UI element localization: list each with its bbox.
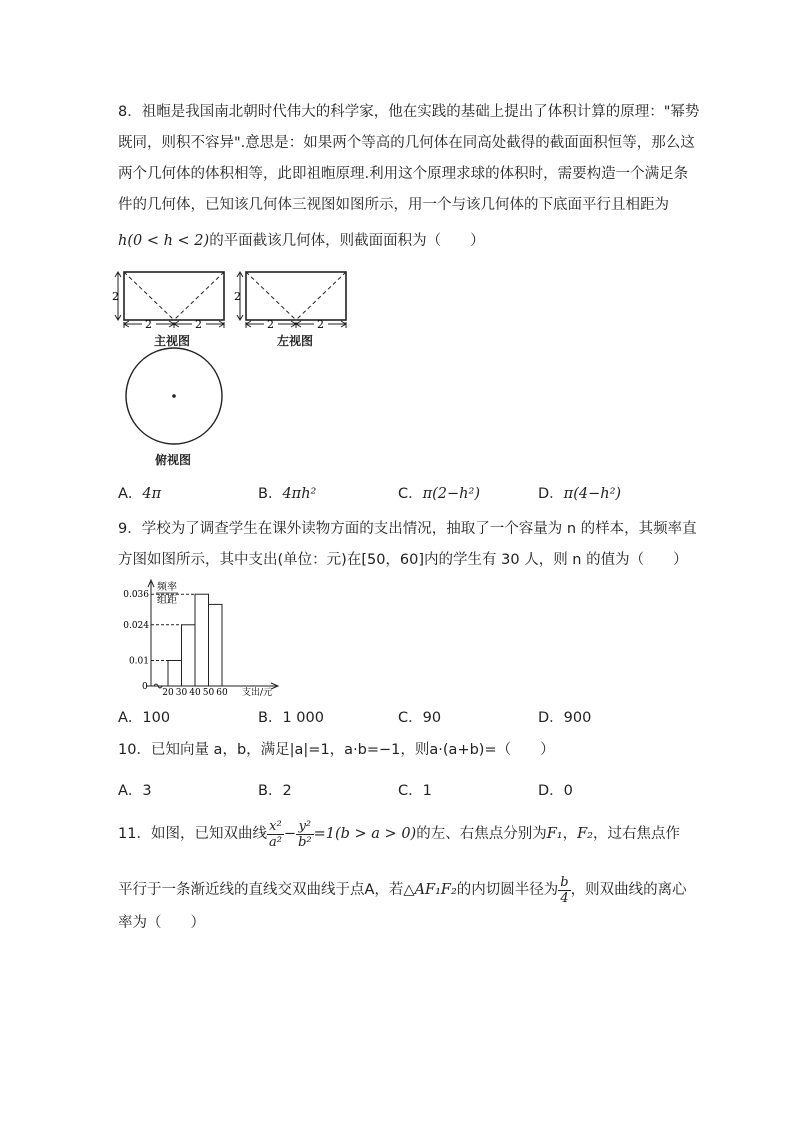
fraction-denominator: 4 xyxy=(560,890,569,906)
q9-option-c[interactable] xyxy=(398,706,441,727)
histogram-bar xyxy=(209,604,223,686)
q8-line-2: 既同，则积不容异".意思是：如果两个等高的几何体在同高处截得的截面面积恒等，那么这 xyxy=(118,135,695,151)
x-tick-label: 30 xyxy=(175,688,188,698)
fraction-x2-a2 xyxy=(267,819,284,850)
q9-line-2: 方图如图所示，其中支出(单位：元)在[50，60]内的学生有 30 人，则 n 的值为（ ） xyxy=(118,552,688,568)
y-tick-label: 0.036 xyxy=(123,590,149,601)
option-value: π(2−h²) xyxy=(422,486,480,502)
option-value: 1 000 xyxy=(282,710,324,726)
y-tick-label: 0.01 xyxy=(128,656,149,667)
q11-line-2-b: 的内切圆半径为 xyxy=(456,882,559,898)
q11-line-3: 率为（ ） xyxy=(118,915,205,931)
front-view-height-label: 2 xyxy=(112,290,119,303)
q11-prefix: 11．如图，已知双曲线 xyxy=(118,826,267,842)
histogram-bar xyxy=(195,594,209,686)
focus-f1: F₁ xyxy=(546,826,563,842)
option-value: 1 xyxy=(422,783,432,799)
fraction-numerator: y² xyxy=(296,819,314,835)
q8-option-b[interactable] xyxy=(258,482,316,503)
x-tick-label: 40 xyxy=(189,688,201,698)
q10-option-c[interactable] xyxy=(398,779,432,800)
option-value: 900 xyxy=(563,710,592,726)
option-label: A． xyxy=(118,783,143,799)
fraction-y2-b2 xyxy=(296,819,314,850)
q10-option-b[interactable] xyxy=(258,779,292,800)
q9-option-b[interactable] xyxy=(258,706,324,727)
q8-line-5 xyxy=(118,231,485,251)
option-label: D． xyxy=(538,710,564,726)
option-label: A． xyxy=(118,710,143,726)
q8-line-5-text: 的平面截该几何体，则截面面积为（ ） xyxy=(209,233,485,249)
equation-condition: =1(b > a > 0) xyxy=(313,826,417,842)
q8-option-a[interactable] xyxy=(118,482,161,503)
q9-option-a[interactable] xyxy=(118,706,170,727)
option-label: A． xyxy=(118,486,143,502)
option-label: C． xyxy=(398,710,423,726)
x-tick-label: 20 xyxy=(162,688,174,698)
x-tick-label: 50 xyxy=(202,688,215,698)
q11-line-1 xyxy=(118,817,680,851)
fraction-numerator: b xyxy=(560,874,569,890)
q8-line-1: 8．祖暅是我国南北朝时代伟大的科学家，他在实践的基础上提出了体积计算的原理："幂势 xyxy=(118,104,700,120)
top-view-caption: 俯视图 xyxy=(155,453,192,467)
option-label: D． xyxy=(538,486,564,502)
q11-mid-text: 的左、右焦点分别为 xyxy=(416,826,547,842)
option-label: C． xyxy=(398,486,423,502)
q10-option-d[interactable] xyxy=(538,779,573,800)
side-view-caption: 左视图 xyxy=(277,334,314,348)
fraction-denominator: b² xyxy=(298,834,312,850)
option-value: 3 xyxy=(142,783,152,799)
x-tick-label: 60 xyxy=(216,688,228,698)
side-view xyxy=(234,272,346,331)
front-view-width-label-1: 2 xyxy=(145,318,152,331)
q8-line-3: 两个几何体的体积相等，此即祖暅原理.利用这个原理求球的体积时，需要构造一个满足条 xyxy=(118,166,689,182)
option-value: 0 xyxy=(563,783,573,799)
q10-stem: 10．已知向量 a，b，满足|a|=1，a·b=−1，则a·(a+b)=（ ） xyxy=(118,742,555,758)
side-view-height-label: 2 xyxy=(234,290,241,303)
focus-f2: F₂ xyxy=(577,826,593,842)
q9-option-d[interactable] xyxy=(538,706,591,727)
q8-condition-math: h(0 < h < 2) xyxy=(118,233,210,249)
histogram-bar xyxy=(182,625,196,686)
q8-option-d[interactable] xyxy=(538,482,621,503)
option-value: 4π xyxy=(142,486,162,502)
q11-tail-text: ，过右焦点作 xyxy=(592,826,680,842)
side-view-width-label-2: 2 xyxy=(317,318,324,331)
option-label: D． xyxy=(538,783,564,799)
triangle-af1f2: △AF₁F₂ xyxy=(403,882,457,898)
q11-line-2-a: 平行于一条渐近线的直线交双曲线于点A，若 xyxy=(118,882,404,898)
y-label-top: 频率 xyxy=(157,582,177,593)
y-label-bottom: 组距 xyxy=(157,595,177,606)
front-view-width-label-2: 2 xyxy=(195,318,202,331)
q11-line-2-c: ，则双曲线的离心 xyxy=(570,882,687,898)
q11-line-2 xyxy=(118,873,687,907)
q9-line-1: 9．学校为了调查学生在课外读物方面的支出情况，抽取了一个容量为 n 的样本，其频率直 xyxy=(118,521,697,537)
fraction-denominator: a² xyxy=(268,834,282,850)
q8-line-4: 件的几何体，已知该几何体三视图如图所示，用一个与该几何体的下底面平行且相距为 xyxy=(118,197,669,213)
histogram-bar xyxy=(168,661,182,687)
q10-option-a[interactable] xyxy=(118,779,152,800)
front-view-caption: 主视图 xyxy=(154,334,191,348)
option-value: 4πh² xyxy=(282,486,317,502)
origin-label: 0 xyxy=(142,682,148,692)
option-label: C． xyxy=(398,783,423,799)
option-label: B． xyxy=(258,486,283,502)
front-view xyxy=(112,272,224,331)
option-value: 2 xyxy=(282,783,292,799)
top-view xyxy=(126,348,222,444)
comma: ， xyxy=(562,826,578,842)
option-value: π(4−h²) xyxy=(563,486,622,502)
y-tick-label: 0.024 xyxy=(123,620,149,631)
x-axis-label: 支出/元 xyxy=(242,688,273,698)
option-label: B． xyxy=(258,783,283,799)
option-value: 100 xyxy=(142,710,171,726)
option-label: B． xyxy=(258,710,283,726)
fraction-b-4 xyxy=(558,875,570,906)
option-value: 90 xyxy=(422,710,442,726)
q8-option-c[interactable] xyxy=(398,482,480,503)
side-view-width-label-1: 2 xyxy=(267,318,274,331)
fraction-numerator: x² xyxy=(267,819,284,835)
minus-sign: − xyxy=(283,826,297,842)
frequency-histogram xyxy=(118,576,288,698)
three-views-figure xyxy=(112,266,352,466)
